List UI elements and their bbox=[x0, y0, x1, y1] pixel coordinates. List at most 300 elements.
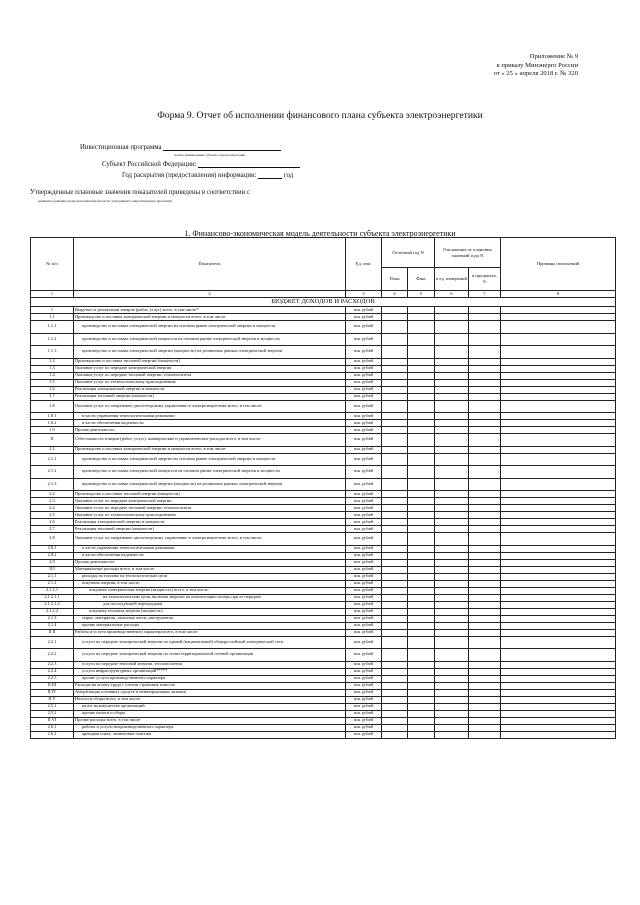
cell-dev-units bbox=[435, 427, 469, 434]
col-number: 4 bbox=[382, 291, 408, 298]
cell-dev-percent bbox=[469, 601, 501, 608]
table-row bbox=[31, 498, 616, 505]
table-row bbox=[31, 573, 616, 580]
row-indicator: сырье, материалы, запасные части, инструменты bbox=[74, 615, 346, 622]
row-unit: млн. рублей bbox=[346, 601, 382, 608]
cell-reasons bbox=[501, 365, 616, 372]
row-unit: млн. рублей bbox=[346, 379, 382, 386]
row-indicator: работы и услуги непроизводственного характера bbox=[74, 724, 346, 731]
cell-dev-units bbox=[435, 372, 469, 379]
cell-plan bbox=[382, 400, 408, 413]
row-unit: млн. рублей bbox=[346, 446, 382, 453]
cell-plan bbox=[382, 526, 408, 533]
row-indicator: услуги по передаче электрической энергии по сетям территориальной сетевой организации bbox=[74, 649, 346, 662]
cell-plan bbox=[382, 434, 408, 447]
cell-fact bbox=[408, 434, 435, 447]
cell-dev-units bbox=[435, 717, 469, 724]
cell-dev-percent bbox=[469, 434, 501, 447]
row-unit: млн. рублей bbox=[346, 710, 382, 717]
cell-dev-percent bbox=[469, 400, 501, 413]
row-indicator: Оказание услуг по передаче электрической энергии bbox=[74, 498, 346, 505]
cell-dev-percent bbox=[469, 314, 501, 321]
appendix-line-3: от « 25 » апреля 2018 г. № 320 bbox=[493, 70, 578, 78]
cell-fact bbox=[408, 545, 435, 552]
cell-dev-percent bbox=[469, 573, 501, 580]
table-row bbox=[31, 346, 616, 359]
cell-fact bbox=[408, 668, 435, 675]
row-number: 2.2.4 bbox=[31, 668, 74, 675]
cell-fact bbox=[408, 608, 435, 615]
cell-dev-percent bbox=[469, 321, 501, 334]
cell-dev-units bbox=[435, 710, 469, 717]
row-number: 2.1.2.1 bbox=[31, 587, 74, 594]
cell-fact bbox=[408, 505, 435, 512]
row-number: 1.9 bbox=[31, 427, 74, 434]
cell-dev-percent bbox=[469, 731, 501, 738]
table-row bbox=[31, 400, 616, 413]
cell-reasons bbox=[501, 717, 616, 724]
cell-reasons bbox=[501, 420, 616, 427]
cell-dev-percent bbox=[469, 636, 501, 649]
row-unit: млн. рублей bbox=[346, 573, 382, 580]
cell-plan bbox=[382, 446, 408, 453]
table-body bbox=[31, 291, 616, 739]
row-unit: млн. рублей bbox=[346, 453, 382, 466]
row-unit: млн. рублей bbox=[346, 622, 382, 629]
program-label: Инвестиционная программа bbox=[80, 144, 162, 151]
row-number: II.III bbox=[31, 682, 74, 689]
cell-dev-percent bbox=[469, 466, 501, 479]
cell-fact bbox=[408, 321, 435, 334]
cell-reasons bbox=[501, 675, 616, 682]
table-row bbox=[31, 466, 616, 479]
cell-dev-units bbox=[435, 682, 469, 689]
cell-reasons bbox=[501, 446, 616, 453]
row-number: 2.1.3 bbox=[31, 615, 74, 622]
row-indicator: в части обеспечения надежности bbox=[74, 420, 346, 427]
cell-fact bbox=[408, 307, 435, 314]
row-number: 1.1.1 bbox=[31, 321, 74, 334]
cell-dev-percent bbox=[469, 717, 501, 724]
row-unit: млн. рублей bbox=[346, 427, 382, 434]
cell-dev-units bbox=[435, 649, 469, 662]
cell-dev-units bbox=[435, 724, 469, 731]
cell-fact bbox=[408, 526, 435, 533]
row-unit: млн. рублей bbox=[346, 724, 382, 731]
cell-fact bbox=[408, 587, 435, 594]
cell-dev-percent bbox=[469, 446, 501, 453]
table-row bbox=[31, 629, 616, 636]
cell-plan bbox=[382, 661, 408, 668]
row-unit: млн. рублей bbox=[346, 512, 382, 519]
cell-fact bbox=[408, 717, 435, 724]
cell-dev-units bbox=[435, 675, 469, 682]
cell-dev-percent bbox=[469, 505, 501, 512]
row-number: II.II bbox=[31, 629, 74, 636]
cell-reasons bbox=[501, 478, 616, 491]
row-unit: млн. рублей bbox=[346, 629, 382, 636]
cell-dev-units bbox=[435, 505, 469, 512]
row-indicator: Материальные расходы всего, в том числе: bbox=[74, 566, 346, 573]
cell-dev-units bbox=[435, 696, 469, 703]
cell-dev-units bbox=[435, 636, 469, 649]
row-indicator: услуги инфраструктурных организаций***** bbox=[74, 668, 346, 675]
cell-fact bbox=[408, 703, 435, 710]
row-indicator: Производство и поставка электрической энергии и мощности всего, в том числе: bbox=[74, 314, 346, 321]
row-indicator: Производство и поставка тепловой энергии (мощности) bbox=[74, 358, 346, 365]
cell-plan bbox=[382, 552, 408, 559]
row-number: I bbox=[31, 307, 74, 314]
cell-fact bbox=[408, 427, 435, 434]
row-indicator: услуги по передаче электрической энергии по единой (национальной) общероссийской электрической сети bbox=[74, 636, 346, 649]
row-indicator: Производство и поставка тепловой энергии (мощности) bbox=[74, 491, 346, 498]
table-row bbox=[31, 622, 616, 629]
cell-dev-units bbox=[435, 552, 469, 559]
cell-plan bbox=[382, 491, 408, 498]
cell-fact bbox=[408, 446, 435, 453]
year-line bbox=[122, 172, 293, 179]
cell-reasons bbox=[501, 386, 616, 393]
cell-plan bbox=[382, 703, 408, 710]
cell-dev-percent bbox=[469, 615, 501, 622]
cell-reasons bbox=[501, 379, 616, 386]
cell-dev-percent bbox=[469, 675, 501, 682]
cell-dev-percent bbox=[469, 566, 501, 573]
row-unit: млн. рублей bbox=[346, 649, 382, 662]
table-row bbox=[31, 696, 616, 703]
cell-plan bbox=[382, 566, 408, 573]
row-number: 2.4 bbox=[31, 505, 74, 512]
cell-dev-units bbox=[435, 393, 469, 400]
cell-reasons bbox=[501, 545, 616, 552]
cell-reasons bbox=[501, 307, 616, 314]
table-row bbox=[31, 566, 616, 573]
cell-dev-percent bbox=[469, 365, 501, 372]
cell-dev-percent bbox=[469, 386, 501, 393]
row-number: II.VI bbox=[31, 717, 74, 724]
row-unit: млн. рублей bbox=[346, 682, 382, 689]
row-number: 2.2.3 bbox=[31, 661, 74, 668]
table-row bbox=[31, 372, 616, 379]
cell-dev-units bbox=[435, 615, 469, 622]
row-indicator: Прочие расходы всего, в том числе: bbox=[74, 717, 346, 724]
year-label: Год раскрытия (предоставления) информации: bbox=[122, 172, 257, 179]
cell-dev-units bbox=[435, 434, 469, 447]
cell-plan bbox=[382, 689, 408, 696]
cell-reasons bbox=[501, 580, 616, 587]
row-unit: млн. рублей bbox=[346, 491, 382, 498]
cell-dev-units bbox=[435, 346, 469, 359]
cell-reasons bbox=[501, 615, 616, 622]
program-line bbox=[80, 144, 281, 151]
cell-plan bbox=[382, 393, 408, 400]
row-number: 1.2 bbox=[31, 358, 74, 365]
cell-dev-units bbox=[435, 478, 469, 491]
col-number: 2 bbox=[74, 291, 346, 298]
cell-reasons bbox=[501, 427, 616, 434]
table-row bbox=[31, 675, 616, 682]
cell-reasons bbox=[501, 533, 616, 546]
header-reported-year: Отчетный год N bbox=[382, 238, 435, 268]
row-unit: млн. рублей bbox=[346, 505, 382, 512]
cell-reasons bbox=[501, 333, 616, 346]
row-number: 2.5.1 bbox=[31, 703, 74, 710]
row-unit: млн. рублей bbox=[346, 615, 382, 622]
row-indicator: производство и поставка электрической энергии (мощности) на розничных рынках электрической энергии bbox=[74, 478, 346, 491]
row-indicator: Прочая деятельность bbox=[74, 427, 346, 434]
cell-dev-percent bbox=[469, 420, 501, 427]
table-row bbox=[31, 682, 616, 689]
year-suffix: год bbox=[283, 172, 294, 179]
cell-reasons bbox=[501, 649, 616, 662]
cell-fact bbox=[408, 594, 435, 601]
cell-dev-units bbox=[435, 587, 469, 594]
cell-fact bbox=[408, 689, 435, 696]
cell-dev-percent bbox=[469, 622, 501, 629]
cell-fact bbox=[408, 466, 435, 479]
cell-fact bbox=[408, 601, 435, 608]
cell-fact bbox=[408, 731, 435, 738]
cell-fact bbox=[408, 365, 435, 372]
cell-plan bbox=[382, 573, 408, 580]
form-title: Форма 9. Отчет об исполнении финансового плана субъекта электроэнергетики bbox=[157, 110, 483, 121]
header-in-percent: в процентах, % bbox=[469, 268, 501, 291]
cell-reasons bbox=[501, 512, 616, 519]
approved-line: Утвержденные плановые значения показателей приведены в соответствии с bbox=[30, 189, 250, 196]
cell-dev-percent bbox=[469, 689, 501, 696]
row-unit: млн. рублей bbox=[346, 314, 382, 321]
cell-plan bbox=[382, 731, 408, 738]
row-indicator: Производство и поставка электрической энергии и мощности всего, в том числе: bbox=[74, 446, 346, 453]
cell-fact bbox=[408, 420, 435, 427]
row-number: 2.1.2 bbox=[31, 580, 74, 587]
cell-fact bbox=[408, 478, 435, 491]
row-number: 2.6.2 bbox=[31, 731, 74, 738]
row-indicator: производство и поставка электрической энергии на оптовом рынке электрической энергии и мощности bbox=[74, 321, 346, 334]
row-number: 2.8.1 bbox=[31, 545, 74, 552]
table-row bbox=[31, 453, 616, 466]
cell-reasons bbox=[501, 566, 616, 573]
cell-dev-units bbox=[435, 413, 469, 420]
cell-fact bbox=[408, 413, 435, 420]
header-in-units: в ед. измерений bbox=[435, 268, 469, 291]
cell-reasons bbox=[501, 552, 616, 559]
row-indicator: Выручка от реализации товаров (работ, услуг) всего, в том числе*: bbox=[74, 307, 346, 314]
cell-plan bbox=[382, 724, 408, 731]
cell-dev-percent bbox=[469, 559, 501, 566]
column-number-row bbox=[31, 291, 616, 298]
row-indicator: в части управления технологическими режимами bbox=[74, 545, 346, 552]
cell-dev-percent bbox=[469, 519, 501, 526]
cell-plan bbox=[382, 333, 408, 346]
cell-plan bbox=[382, 346, 408, 359]
row-unit: млн. рублей bbox=[346, 466, 382, 479]
cell-dev-percent bbox=[469, 393, 501, 400]
cell-plan bbox=[382, 453, 408, 466]
cell-fact bbox=[408, 724, 435, 731]
cell-plan bbox=[382, 649, 408, 662]
row-unit: млн. рублей bbox=[346, 703, 382, 710]
cell-plan bbox=[382, 505, 408, 512]
header-deviation: Отклонение от плановых значений года N bbox=[435, 238, 501, 268]
cell-dev-percent bbox=[469, 668, 501, 675]
cell-fact bbox=[408, 346, 435, 359]
cell-dev-percent bbox=[469, 608, 501, 615]
cell-dev-percent bbox=[469, 453, 501, 466]
cell-plan bbox=[382, 498, 408, 505]
cell-reasons bbox=[501, 400, 616, 413]
cell-fact bbox=[408, 386, 435, 393]
table-row bbox=[31, 478, 616, 491]
cell-plan bbox=[382, 386, 408, 393]
row-unit: млн. рублей bbox=[346, 545, 382, 552]
cell-dev-percent bbox=[469, 710, 501, 717]
cell-plan bbox=[382, 321, 408, 334]
cell-plan bbox=[382, 710, 408, 717]
row-indicator: Прочая деятельность bbox=[74, 559, 346, 566]
col-number: 6 bbox=[435, 291, 469, 298]
cell-fact bbox=[408, 552, 435, 559]
row-unit: млн. рублей bbox=[346, 731, 382, 738]
cell-fact bbox=[408, 519, 435, 526]
cell-reasons bbox=[501, 622, 616, 629]
cell-plan bbox=[382, 559, 408, 566]
cell-fact bbox=[408, 566, 435, 573]
cell-dev-units bbox=[435, 358, 469, 365]
cell-fact bbox=[408, 393, 435, 400]
cell-dev-units bbox=[435, 307, 469, 314]
row-indicator: на технологические цели, включая энергию на компенсацию потерь при ее передаче bbox=[74, 594, 346, 601]
cell-dev-units bbox=[435, 580, 469, 587]
cell-plan bbox=[382, 545, 408, 552]
cell-reasons bbox=[501, 668, 616, 675]
cell-dev-units bbox=[435, 321, 469, 334]
row-indicator: покупная электрическая энергия (мощность) всего, в том числе: bbox=[74, 587, 346, 594]
row-number: II bbox=[31, 434, 74, 447]
table-row bbox=[31, 636, 616, 649]
cell-dev-percent bbox=[469, 379, 501, 386]
cell-dev-units bbox=[435, 512, 469, 519]
region-line bbox=[102, 161, 300, 168]
table-row bbox=[31, 379, 616, 386]
cell-dev-percent bbox=[469, 533, 501, 546]
cell-fact bbox=[408, 696, 435, 703]
row-unit: млн. рублей bbox=[346, 608, 382, 615]
table-row bbox=[31, 703, 616, 710]
row-indicator: Оказание услуг по передаче электрической энергии bbox=[74, 365, 346, 372]
table-row bbox=[31, 358, 616, 365]
cell-reasons bbox=[501, 682, 616, 689]
appendix-block bbox=[494, 53, 578, 79]
cell-reasons bbox=[501, 466, 616, 479]
cell-fact bbox=[408, 675, 435, 682]
cell-dev-units bbox=[435, 420, 469, 427]
row-number: 2.1 bbox=[31, 446, 74, 453]
table-row bbox=[31, 321, 616, 334]
cell-plan bbox=[382, 696, 408, 703]
row-number: 2.8 bbox=[31, 533, 74, 546]
cell-dev-units bbox=[435, 545, 469, 552]
table-row bbox=[31, 526, 616, 533]
cell-reasons bbox=[501, 629, 616, 636]
row-unit: млн. рублей bbox=[346, 559, 382, 566]
table-row bbox=[31, 594, 616, 601]
row-unit: млн. рублей bbox=[346, 386, 382, 393]
table-row bbox=[31, 533, 616, 546]
cell-plan bbox=[382, 358, 408, 365]
cell-plan bbox=[382, 601, 408, 608]
cell-reasons bbox=[501, 314, 616, 321]
header-unit: Ед. изм. bbox=[346, 238, 382, 291]
cell-plan bbox=[382, 608, 408, 615]
cell-reasons bbox=[501, 724, 616, 731]
cell-dev-percent bbox=[469, 307, 501, 314]
cell-dev-units bbox=[435, 703, 469, 710]
cell-fact bbox=[408, 661, 435, 668]
cell-reasons bbox=[501, 696, 616, 703]
row-number: 2.9 bbox=[31, 559, 74, 566]
row-unit: млн. рублей bbox=[346, 400, 382, 413]
row-number: 2.6 bbox=[31, 519, 74, 526]
row-unit: млн. рублей bbox=[346, 696, 382, 703]
row-number: 2.7 bbox=[31, 526, 74, 533]
row-unit: млн. рублей bbox=[346, 358, 382, 365]
row-number: 2.3 bbox=[31, 498, 74, 505]
cell-plan bbox=[382, 466, 408, 479]
approved-hint: реквизиты решения органа исполнительной власти, утвердившего инвестиционную программу bbox=[38, 199, 173, 203]
row-number: 2.2.5 bbox=[31, 675, 74, 682]
cell-dev-units bbox=[435, 573, 469, 580]
row-number: 2.1.1 bbox=[31, 453, 74, 466]
cell-plan bbox=[382, 668, 408, 675]
table-row bbox=[31, 661, 616, 668]
cell-dev-units bbox=[435, 466, 469, 479]
cell-dev-units bbox=[435, 446, 469, 453]
cell-reasons bbox=[501, 559, 616, 566]
cell-dev-units bbox=[435, 453, 469, 466]
cell-dev-percent bbox=[469, 413, 501, 420]
row-unit: млн. рублей bbox=[346, 668, 382, 675]
cell-dev-units bbox=[435, 314, 469, 321]
row-unit: млн. рублей bbox=[346, 717, 382, 724]
col-number: 8 bbox=[501, 291, 616, 298]
cell-dev-units bbox=[435, 365, 469, 372]
table-row bbox=[31, 314, 616, 321]
row-unit: млн. рублей bbox=[346, 478, 382, 491]
row-indicator: Реализация тепловой энергии (мощности) bbox=[74, 526, 346, 533]
cell-reasons bbox=[501, 689, 616, 696]
row-unit: млн. рублей bbox=[346, 587, 382, 594]
cell-reasons bbox=[501, 358, 616, 365]
cell-dev-percent bbox=[469, 358, 501, 365]
cell-fact bbox=[408, 636, 435, 649]
row-indicator: для последующей перепродажи bbox=[74, 601, 346, 608]
cell-reasons bbox=[501, 498, 616, 505]
cell-dev-percent bbox=[469, 526, 501, 533]
row-unit: млн. рублей bbox=[346, 372, 382, 379]
table-row bbox=[31, 559, 616, 566]
cell-dev-units bbox=[435, 594, 469, 601]
row-unit: млн. рублей bbox=[346, 420, 382, 427]
cell-plan bbox=[382, 512, 408, 519]
cell-fact bbox=[408, 615, 435, 622]
table-row bbox=[31, 393, 616, 400]
row-number: 2.2.1 bbox=[31, 636, 74, 649]
table-row bbox=[31, 505, 616, 512]
cell-reasons bbox=[501, 453, 616, 466]
row-number: 2.1.2 bbox=[31, 466, 74, 479]
row-indicator: производство и поставка электрической мощности на оптовом рынке электрической энергии и мощности bbox=[74, 333, 346, 346]
